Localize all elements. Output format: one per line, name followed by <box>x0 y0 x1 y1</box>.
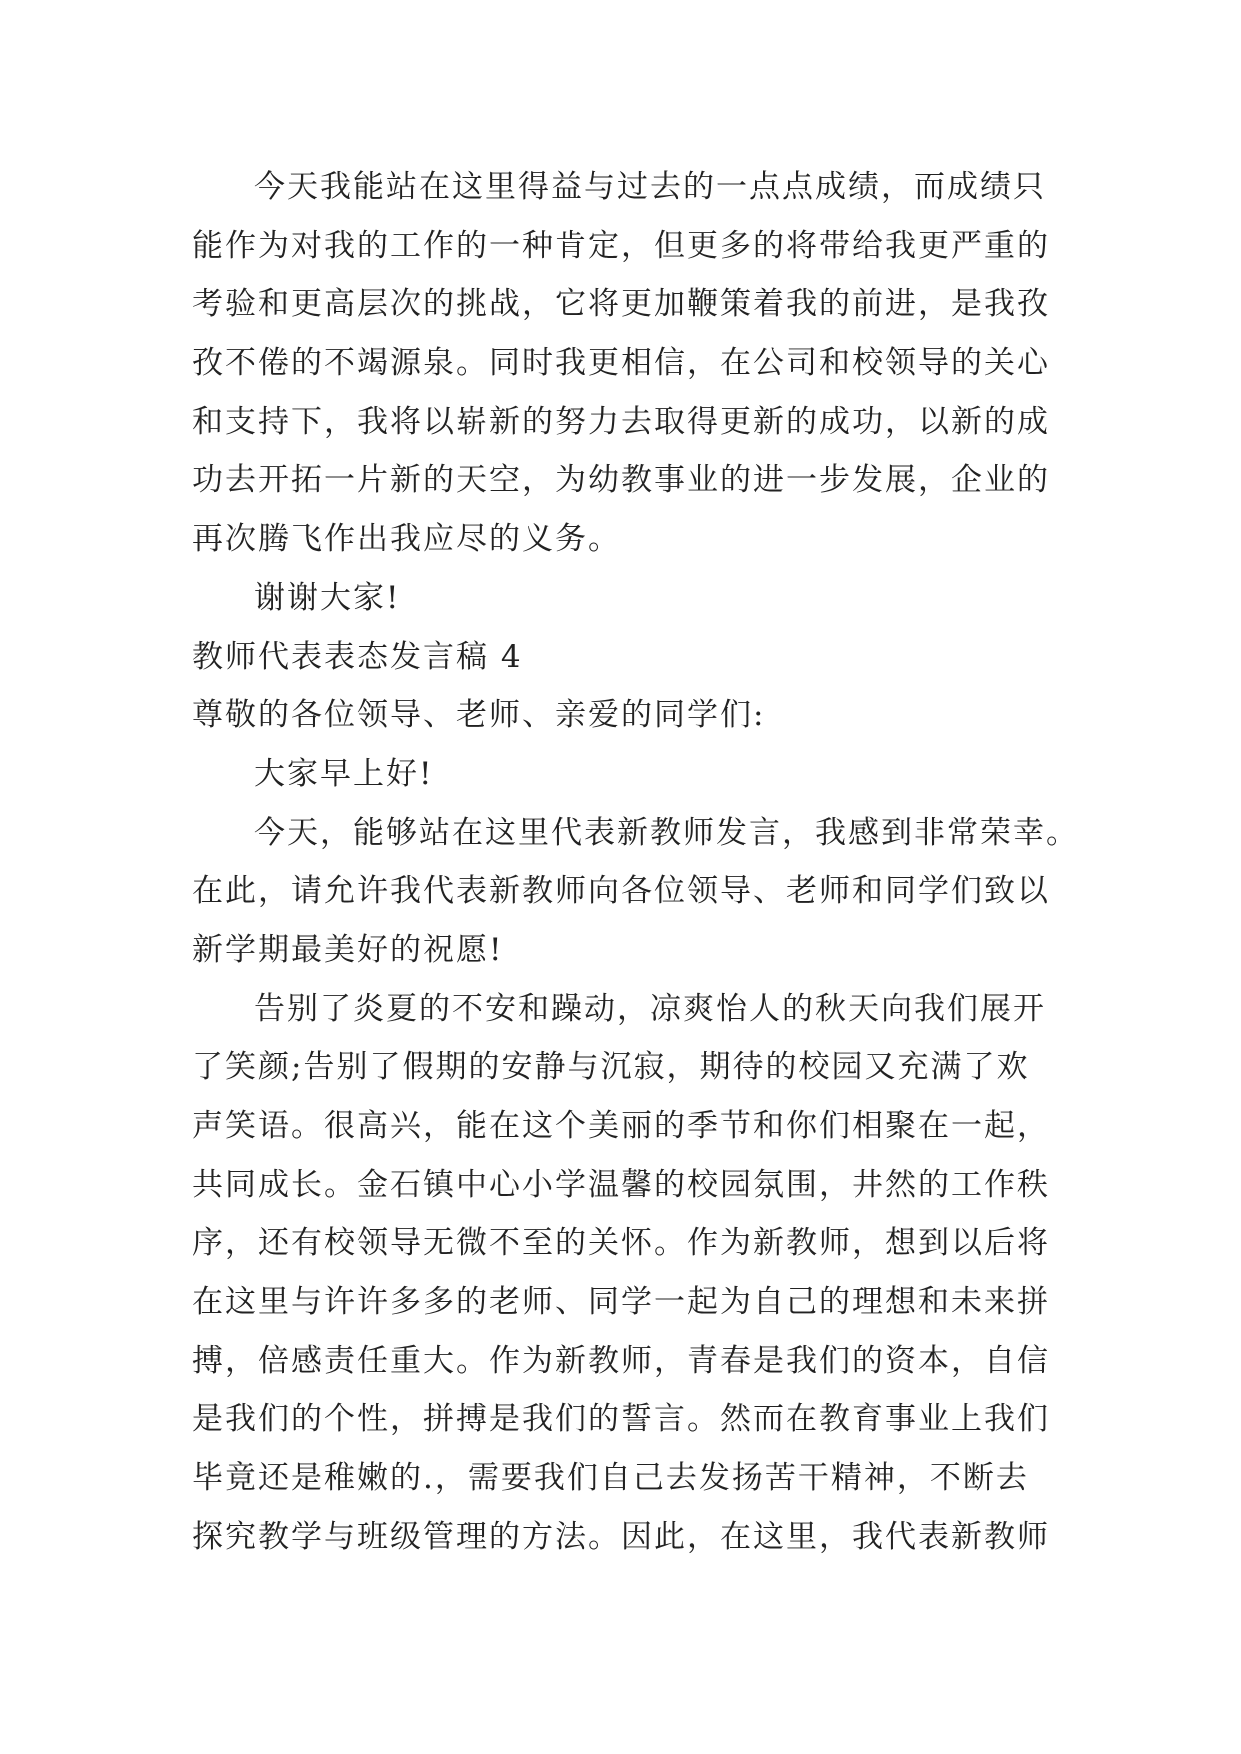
paragraph-line: 在这里与许许多多的老师、同学一起为自己的理想和未来拼 <box>192 1284 1050 1321</box>
paragraph-line: 能作为对我的工作的一种肯定，但更多的将带给我更严重的 <box>192 227 1050 264</box>
paragraph-line: 毕竟还是稚嫩的.，需要我们自己去发扬苦干精神，不断去 <box>192 1460 1029 1497</box>
paragraph-line: 搏，倍感责任重大。作为新教师，青春是我们的资本，自信 <box>192 1342 1050 1379</box>
paragraph-line: 共同成长。金石镇中心小学温馨的校园氛围，井然的工作秩 <box>192 1166 1050 1203</box>
paragraph-line: 孜不倦的不竭源泉。同时我更相信，在公司和校领导的关心 <box>192 345 1050 382</box>
paragraph-line: 探究教学与班级管理的方法。因此，在这里，我代表新教师 <box>192 1518 1050 1555</box>
paragraph-line: 考验和更高层次的挑战，它将更加鞭策着我的前进，是我孜 <box>192 286 1050 323</box>
paragraph-line: 今天，能够站在这里代表新教师发言，我感到非常荣幸。 <box>254 814 1079 851</box>
closing-line: 谢谢大家! <box>254 579 401 616</box>
paragraph-line: 在此，请允许我代表新教师向各位领导、老师和同学们致以 <box>192 873 1050 910</box>
salutation-line: 尊敬的各位领导、老师、亲爱的同学们: <box>192 697 766 734</box>
paragraph-line: 今天我能站在这里得益与过去的一点点成绩，而成绩只 <box>254 169 1046 205</box>
paragraph-line: 再次腾飞作出我应尽的义务。 <box>192 521 621 558</box>
paragraph-line: 新学期最美好的祝愿! <box>192 931 504 968</box>
paragraph-line: 和支持下，我将以崭新的努力去取得更新的成功，以新的成 <box>192 403 1050 440</box>
paragraph-line: 声笑语。很高兴，能在这个美丽的季节和你们相聚在一起， <box>192 1108 1050 1144</box>
document-body <box>192 158 1079 1567</box>
section-heading: 教师代表表态发言稿 4 <box>192 638 523 675</box>
greeting-line: 大家早上好! <box>254 755 434 792</box>
paragraph-line: 序，还有校领导无微不至的关怀。作为新教师，想到以后将 <box>192 1225 1050 1262</box>
paragraph-line: 功去开拓一片新的天空，为幼教事业的进一步发展，企业的 <box>192 462 1050 499</box>
paragraph-line: 是我们的个性，拼搏是我们的誓言。然而在教育事业上我们 <box>192 1401 1050 1438</box>
paragraph-line: 了笑颜;告别了假期的安静与沉寂，期待的校园又充满了欢 <box>192 1049 1030 1086</box>
paragraph-line: 告别了炎夏的不安和躁动，凉爽怡人的秋天向我们展开 <box>254 990 1046 1027</box>
